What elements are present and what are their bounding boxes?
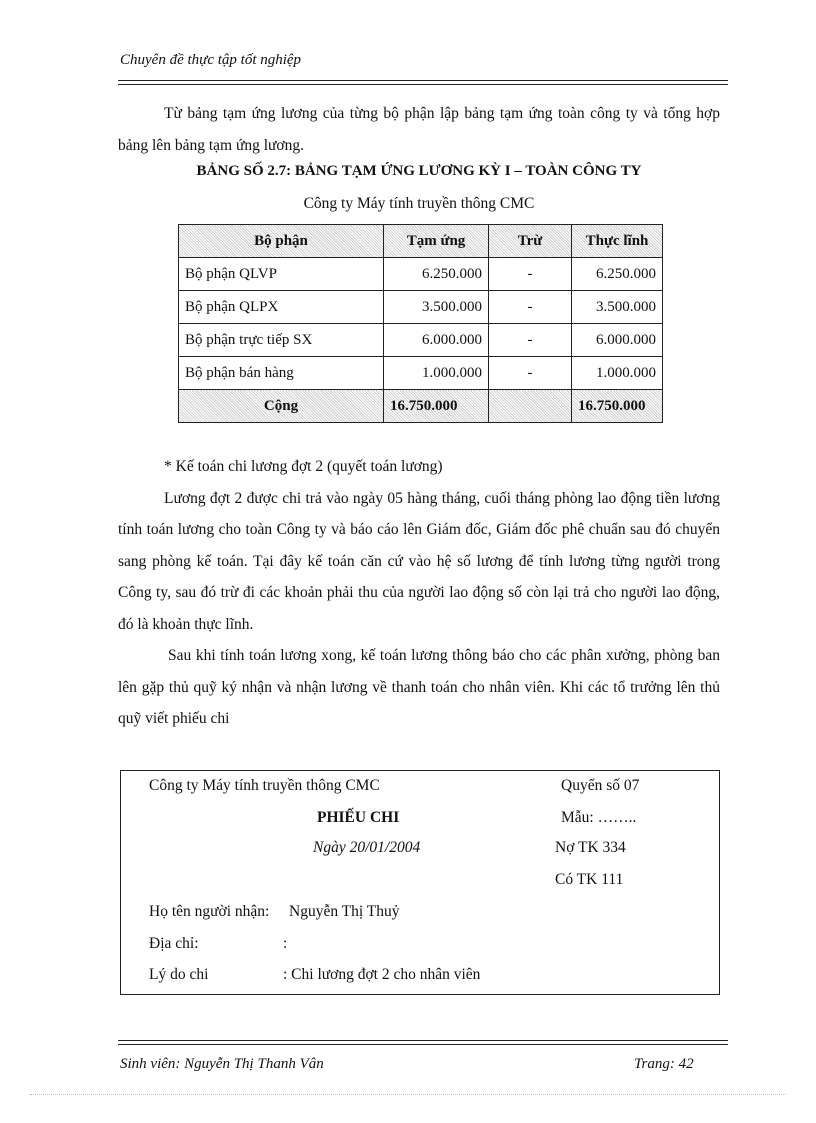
- table-cell: -: [489, 324, 572, 357]
- footer-rule: [118, 1044, 728, 1045]
- address-value: :: [283, 935, 288, 952]
- voucher-title: PHIẾU CHI: [317, 809, 400, 826]
- footer-page-number: Trang: 42: [634, 1056, 694, 1072]
- table-total-row: [179, 390, 663, 423]
- recipient-name: Nguyễn Thị Thuỷ: [289, 903, 400, 920]
- table-row: [179, 324, 663, 357]
- reason-label: Lý do chi: [149, 966, 209, 983]
- table-cell: 3.500.000: [572, 291, 663, 324]
- table-cell: Bộ phận trực tiếp SX: [179, 324, 384, 357]
- column-header: Tạm ứng: [384, 225, 489, 258]
- table-subtitle: Công ty Máy tính truyền thông CMC: [303, 195, 535, 212]
- column-header: Thực lĩnh: [572, 225, 663, 258]
- table-cell: Bộ phận QLPX: [179, 291, 384, 324]
- body-paragraph: Sau khi tính toán lương xong, kế toán lương thông báo cho các phân xưởng, phòng ban lên gặp thủ quỹ ký nhận và nhận lương về thanh toán cho nhân viên. Khi các tổ trưởng lên thủ quỹ viết phiếu chi: [118, 647, 720, 727]
- table-cell: Bộ phận bán hàng: [179, 357, 384, 390]
- table-cell: 6.250.000: [384, 258, 489, 291]
- address-label: Địa chỉ:: [149, 935, 199, 952]
- page-bottom-divider: [30, 1094, 786, 1095]
- table-cell: 16.750.000: [572, 390, 663, 423]
- header-rule: [118, 84, 728, 85]
- table-cell: -: [489, 291, 572, 324]
- document-header-title: Chuyên đề thực tập tốt nghiệp: [120, 52, 302, 68]
- table-cell: -: [489, 258, 572, 291]
- table-cell: 3.500.000: [384, 291, 489, 324]
- reason-value: : Chi lương đợt 2 cho nhân viên: [283, 966, 481, 983]
- table-cell: -: [489, 357, 572, 390]
- table-row: [179, 357, 663, 390]
- footer-student: Sinh viên: Nguyễn Thị Thanh Vân: [120, 1056, 324, 1072]
- voucher-company: Công ty Máy tính truyền thông CMC: [149, 777, 380, 794]
- table-title: BẢNG SỐ 2.7: BẢNG TẠM ỨNG LƯƠNG KỲ I – TOÀN CÔNG TY: [196, 163, 642, 179]
- table-cell: 1.000.000: [572, 357, 663, 390]
- recipient-label: Họ tên người nhận:: [149, 903, 270, 920]
- footer-rule: [118, 1040, 728, 1041]
- table-cell: [489, 390, 572, 423]
- table-cell: 6.000.000: [384, 324, 489, 357]
- header-rule: [118, 80, 728, 81]
- payment-voucher-box: [120, 770, 720, 995]
- table-cell: 16.750.000: [384, 390, 489, 423]
- column-header: Trừ: [489, 225, 572, 258]
- section-heading: * Kế toán chi lương đợt 2 (quyết toán lương): [164, 458, 443, 475]
- column-header: Bộ phận: [179, 225, 384, 258]
- voucher-date: Ngày 20/01/2004: [313, 839, 421, 856]
- table-header-row: [179, 225, 663, 258]
- voucher-form: Mẫu: ……..: [561, 809, 637, 826]
- voucher-debit-account: Nợ TK 334: [555, 839, 626, 856]
- table-row: [179, 291, 663, 324]
- intro-paragraph: Từ bảng tạm ứng lương của từng bộ phận lập bảng tạm ứng toàn công ty và tổng hợp bảng lên bảng tạm ứng lương.: [118, 105, 720, 154]
- body-paragraph: Lương đợt 2 được chi trả vào ngày 05 hàng tháng, cuối tháng phòng lao động tiền lương tính toán lương cho toàn Công ty và báo cáo lên Giám đốc, Giám đốc phê chuẩn sau đó chuyển sang phòng kế toán. Tại đây kế toán căn cứ vào hệ số lương để tính lương từng người trong Công ty, sau đó trừ đi các khoản phải thu của người lao động số còn lại trả cho người lao động, đó là khoản thực lĩnh.: [118, 489, 720, 633]
- table-cell: 6.000.000: [572, 324, 663, 357]
- table-cell: Cộng: [179, 390, 384, 423]
- voucher-book-number: Quyển số 07: [561, 777, 640, 794]
- table-row: [179, 258, 663, 291]
- table-cell: Bộ phận QLVP: [179, 258, 384, 291]
- table-cell: 6.250.000: [572, 258, 663, 291]
- body-section: [118, 451, 720, 735]
- voucher-credit-account: Có TK 111: [555, 871, 624, 888]
- table-cell: 1.000.000: [384, 357, 489, 390]
- advance-salary-table: [178, 224, 663, 423]
